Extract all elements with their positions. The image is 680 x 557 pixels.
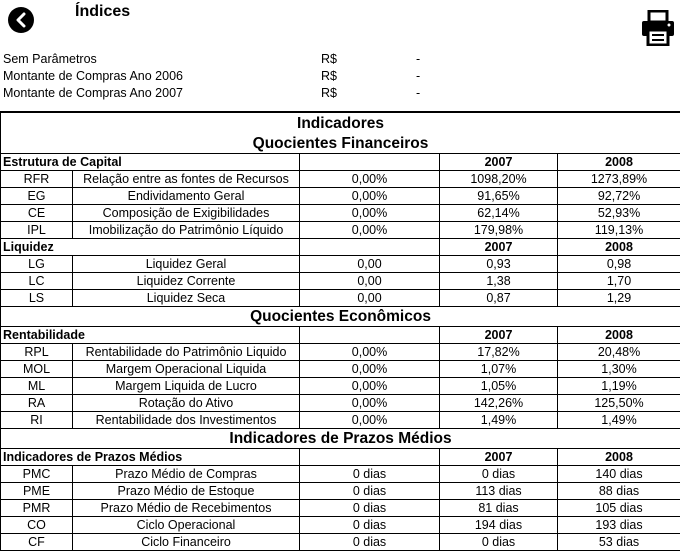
parameters-list (3, 51, 443, 102)
indicator-value-2007: 91,65% (440, 188, 558, 205)
indicator-value-2007: 113 dias (440, 483, 558, 500)
group-heading: Indicadores de Prazos Médios (1, 429, 680, 449)
printer-icon (641, 10, 675, 46)
section-label: Rentabilidade (1, 327, 300, 344)
print-button[interactable] (641, 10, 675, 46)
table-row (1, 483, 680, 500)
table-row (1, 412, 680, 429)
indicator-code: CE (1, 205, 73, 222)
group-heading-row (1, 307, 680, 327)
indicator-value-2008: 1,30% (558, 361, 680, 378)
indicator-value-2008: 53 dias (558, 534, 680, 551)
indicator-code: IPL (1, 222, 73, 239)
indicator-base-value: 0 dias (300, 500, 440, 517)
table-row (1, 466, 680, 483)
indicator-base-value: 0 dias (300, 483, 440, 500)
indicator-name: Rentabilidade dos Investimentos (73, 412, 300, 429)
param-row (3, 85, 443, 102)
indicator-base-value: 0,00% (300, 222, 440, 239)
year-header: 2008 (558, 154, 680, 171)
indicator-value-2008: 52,93% (558, 205, 680, 222)
year-header: 2007 (440, 449, 558, 466)
indicator-code: RPL (1, 344, 73, 361)
param-value: - (416, 69, 421, 83)
indicator-base-value: 0 dias (300, 517, 440, 534)
indicator-name: Ciclo Operacional (73, 517, 300, 534)
indicator-code: RA (1, 395, 73, 412)
table-title-row (1, 112, 680, 134)
indicator-name: Prazo Médio de Estoque (73, 483, 300, 500)
param-value: - (416, 86, 421, 100)
indicator-value-2008: 88 dias (558, 483, 680, 500)
group-heading-row (1, 429, 680, 449)
indicator-base-value: 0,00% (300, 395, 440, 412)
indicator-base-value: 0,00 (300, 256, 440, 273)
indicator-value-2008: 20,48% (558, 344, 680, 361)
table-row (1, 256, 680, 273)
indicator-code: RI (1, 412, 73, 429)
section-header-row (1, 449, 680, 466)
indicator-code: MOL (1, 361, 73, 378)
indicator-code: LG (1, 256, 73, 273)
param-label: Sem Parâmetros (3, 52, 97, 66)
param-currency: R$ (321, 86, 337, 100)
indicator-value-2007: 1,38 (440, 273, 558, 290)
indicator-base-value: 0,00% (300, 412, 440, 429)
table-row (1, 222, 680, 239)
indicator-value-2007: 62,14% (440, 205, 558, 222)
indicator-name: Margem Operacional Liquida (73, 361, 300, 378)
indicator-code: ML (1, 378, 73, 395)
section-header-row (1, 154, 680, 171)
indicator-name: Margem Liquida de Lucro (73, 378, 300, 395)
indicator-value-2008: 119,13% (558, 222, 680, 239)
table-row (1, 290, 680, 307)
indicator-code: LS (1, 290, 73, 307)
indicator-value-2008: 0,98 (558, 256, 680, 273)
section-empty-cell (300, 154, 440, 171)
indicator-name: Prazo Médio de Compras (73, 466, 300, 483)
table-row (1, 517, 680, 534)
indicator-value-2007: 0,93 (440, 256, 558, 273)
year-header: 2007 (440, 239, 558, 256)
table-row (1, 534, 680, 551)
indicator-value-2007: 194 dias (440, 517, 558, 534)
indicator-base-value: 0,00% (300, 188, 440, 205)
indicator-base-value: 0,00% (300, 378, 440, 395)
section-label: Indicadores de Prazos Médios (1, 449, 300, 466)
param-currency: R$ (321, 69, 337, 83)
back-button[interactable] (8, 7, 34, 33)
indicator-code: PMR (1, 500, 73, 517)
year-header: 2008 (558, 239, 680, 256)
table-row (1, 273, 680, 290)
param-row (3, 51, 443, 68)
group-heading: Quocientes Financeiros (1, 134, 680, 154)
section-label: Estrutura de Capital (1, 154, 300, 171)
indicator-value-2007: 1,49% (440, 412, 558, 429)
table-row (1, 500, 680, 517)
page-title: Índices (75, 3, 131, 20)
table-title: Indicadores (1, 112, 680, 134)
indicator-value-2008: 92,72% (558, 188, 680, 205)
indicator-code: CO (1, 517, 73, 534)
group-heading-row (1, 134, 680, 154)
indicator-value-2007: 1098,20% (440, 171, 558, 188)
indicator-value-2007: 1,07% (440, 361, 558, 378)
indicator-value-2007: 0,87 (440, 290, 558, 307)
indicator-name: Rentabilidade do Patrimônio Liquido (73, 344, 300, 361)
group-heading: Quocientes Econômicos (1, 307, 680, 327)
param-currency: R$ (321, 52, 337, 66)
indicator-value-2007: 81 dias (440, 500, 558, 517)
indicator-base-value: 0,00% (300, 361, 440, 378)
indicator-value-2007: 142,26% (440, 395, 558, 412)
chevron-left-icon (14, 12, 28, 28)
indicator-name: Endividamento Geral (73, 188, 300, 205)
indicator-name: Liquidez Geral (73, 256, 300, 273)
section-empty-cell (300, 327, 440, 344)
param-row (3, 68, 443, 85)
indicator-name: Relação entre as fontes de Recursos (73, 171, 300, 188)
indicator-base-value: 0,00% (300, 171, 440, 188)
indicator-name: Rotação do Ativo (73, 395, 300, 412)
indicator-code: PME (1, 483, 73, 500)
indicator-code: PMC (1, 466, 73, 483)
indicator-name: Imobilização do Patrimônio Líquido (73, 222, 300, 239)
section-empty-cell (300, 449, 440, 466)
indicator-name: Prazo Médio de Recebimentos (73, 500, 300, 517)
indicator-value-2008: 1,49% (558, 412, 680, 429)
indicator-base-value: 0 dias (300, 534, 440, 551)
indicator-name: Composição de Exigibilidades (73, 205, 300, 222)
year-header: 2007 (440, 154, 558, 171)
indicator-value-2008: 193 dias (558, 517, 680, 534)
year-header: 2008 (558, 449, 680, 466)
indicators-table (0, 111, 680, 551)
table-row (1, 361, 680, 378)
indicator-value-2007: 179,98% (440, 222, 558, 239)
indicator-code: EG (1, 188, 73, 205)
indicator-value-2008: 1,70 (558, 273, 680, 290)
section-header-row (1, 239, 680, 256)
param-label: Montante de Compras Ano 2006 (3, 69, 183, 83)
indicator-value-2007: 17,82% (440, 344, 558, 361)
year-header: 2008 (558, 327, 680, 344)
table-row (1, 395, 680, 412)
indicator-name: Ciclo Financeiro (73, 534, 300, 551)
table-row (1, 171, 680, 188)
indicator-name: Liquidez Corrente (73, 273, 300, 290)
indicator-value-2008: 125,50% (558, 395, 680, 412)
indicator-code: RFR (1, 171, 73, 188)
indicator-value-2008: 1,19% (558, 378, 680, 395)
indicator-value-2007: 1,05% (440, 378, 558, 395)
param-label: Montante de Compras Ano 2007 (3, 86, 183, 100)
year-header: 2007 (440, 327, 558, 344)
indicator-value-2008: 1273,89% (558, 171, 680, 188)
indicator-value-2008: 105 dias (558, 500, 680, 517)
table-row (1, 188, 680, 205)
indicator-base-value: 0,00% (300, 344, 440, 361)
table-row (1, 344, 680, 361)
indicator-value-2007: 0 dias (440, 534, 558, 551)
table-row (1, 205, 680, 222)
indicator-base-value: 0,00 (300, 273, 440, 290)
indicator-name: Liquidez Seca (73, 290, 300, 307)
indicator-base-value: 0 dias (300, 466, 440, 483)
indicator-value-2007: 0 dias (440, 466, 558, 483)
indicator-base-value: 0,00% (300, 205, 440, 222)
param-value: - (416, 52, 421, 66)
section-label: Liquidez (1, 239, 300, 256)
section-empty-cell (300, 239, 440, 256)
indicator-code: CF (1, 534, 73, 551)
table-row (1, 378, 680, 395)
indicator-value-2008: 140 dias (558, 466, 680, 483)
indicator-code: LC (1, 273, 73, 290)
indicator-base-value: 0,00 (300, 290, 440, 307)
section-header-row (1, 327, 680, 344)
indicator-value-2008: 1,29 (558, 290, 680, 307)
